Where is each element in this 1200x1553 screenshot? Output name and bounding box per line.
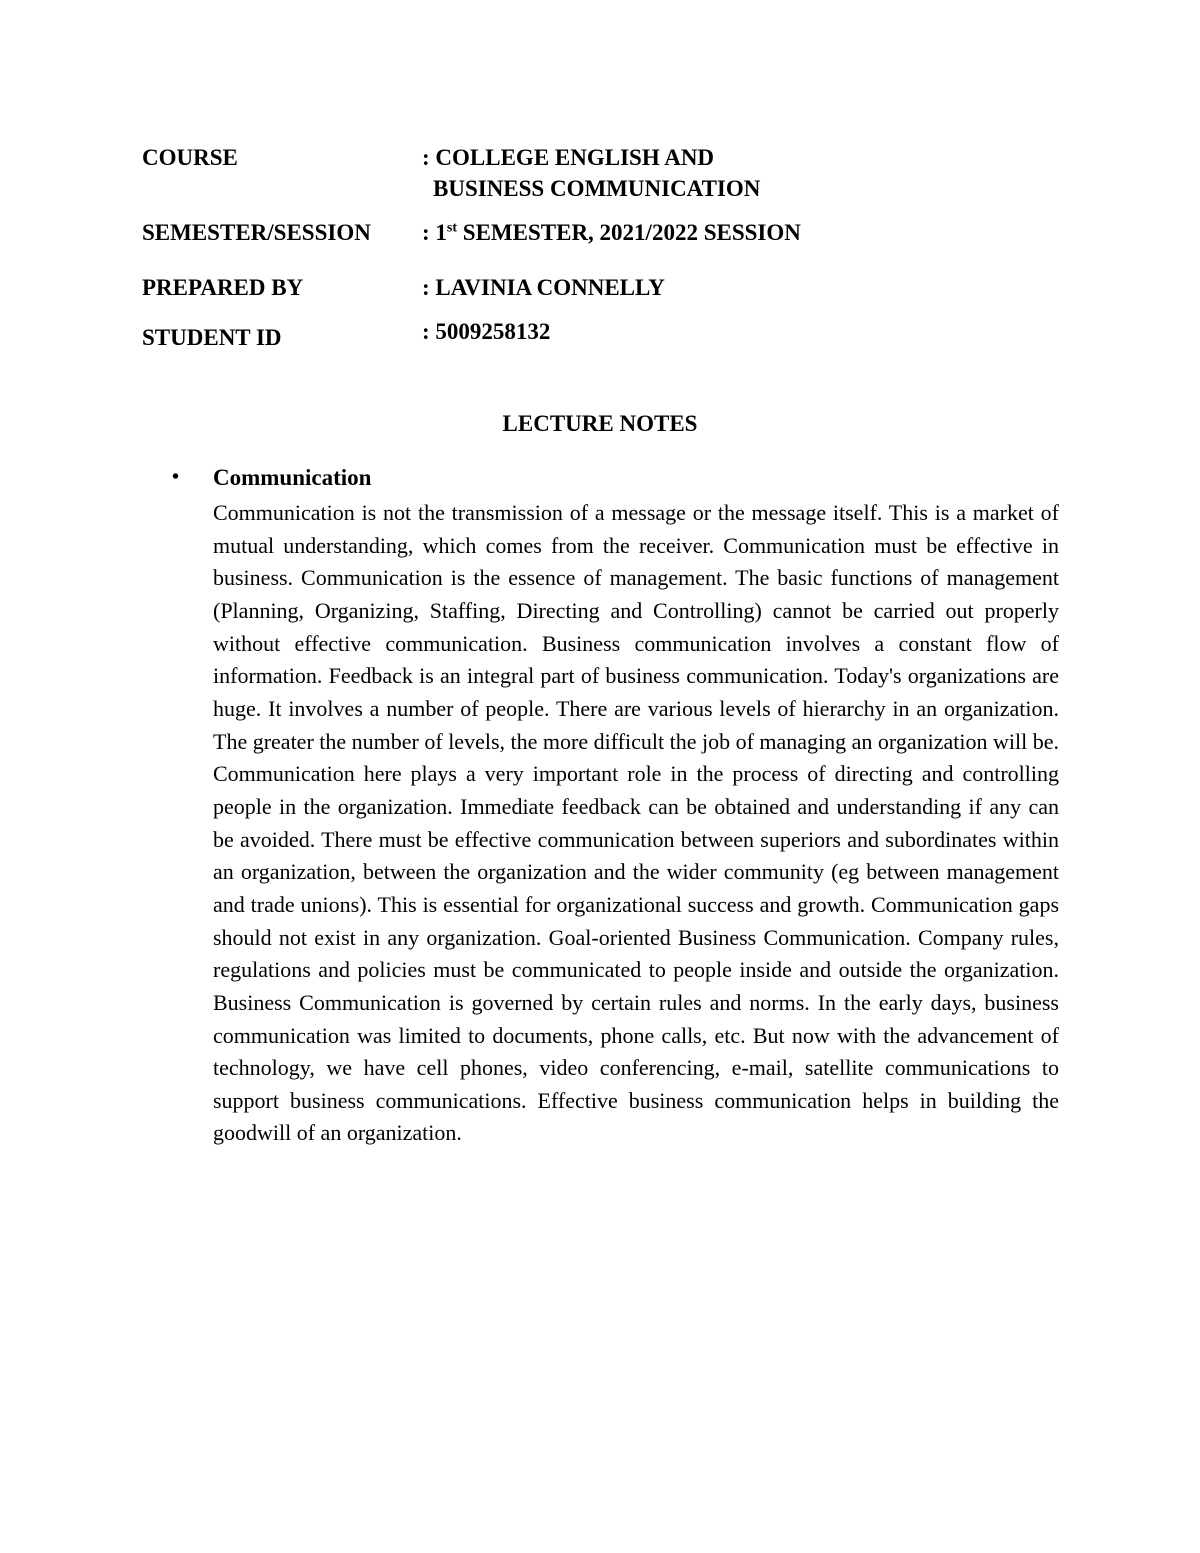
semester-value-prefix: : 1 xyxy=(422,220,447,245)
section-title: LECTURE NOTES xyxy=(502,411,698,436)
course-label: COURSE xyxy=(142,145,238,170)
course-row xyxy=(142,142,760,204)
semester-label: SEMESTER/SESSION xyxy=(142,220,371,245)
student-id-row xyxy=(142,319,551,353)
semester-row xyxy=(142,217,801,248)
course-value-line1: : COLLEGE ENGLISH AND xyxy=(422,145,715,170)
course-value xyxy=(422,142,760,204)
prepared-by-row xyxy=(142,272,665,303)
semester-value-sup: st xyxy=(446,220,458,236)
course-value-line2: BUSINESS COMMUNICATION xyxy=(433,176,761,201)
body-paragraph: Communication is not the transmission of a message or the message itself. This is a market of mutual understanding, which comes from the receiver. Communication must be effective in business. Communication is the essence of management. The basic functions of management (Planning, Organizing, Staffing, Directing and Controlling) cannot be carried out properly without effective communication. Business communication involves a constant flow of information. Feedback is an integral part of business communication. Today's organizations are huge. It involves a number of people. There are various levels of hierarchy in an organization. The greater the number of levels, the more difficult the job of managing an organization will be. Communication here plays a very important role in the process of directing and controlling people in the organization. Immediate feedback can be obtained and understanding if any can be avoided. There must be effective communication between superiors and subordinates within an organization, between the organization and the wider community (eg between management and trade unions). This is essential for organizational success and growth. Communication gaps should not exist in any organization. Goal-oriented Business Communication. Company rules, regulations and policies must be communicated to people inside and outside the organization. Business Communication is governed by certain rules and norms. In the early days, business communication was limited to documents, phone calls, etc. But now with the advancement of technology, we have cell phones, video conferencing, e-mail, satellite communications to support business communications. Effective business communication helps in building the goodwill of an organization. xyxy=(213,500,1059,1146)
student-id-value: : 5009258132 xyxy=(422,319,551,344)
bullet-icon: • xyxy=(172,466,180,488)
semester-value-suffix: SEMESTER, 2021/2022 SESSION xyxy=(457,220,801,245)
bullet-heading xyxy=(172,462,371,493)
prepared-by-label: PREPARED BY xyxy=(142,275,304,300)
prepared-by-value: : LAVINIA CONNELLY xyxy=(422,275,665,300)
student-id-label: STUDENT ID xyxy=(142,325,282,350)
semester-value xyxy=(422,217,801,248)
bullet-heading-text: Communication xyxy=(213,465,372,490)
